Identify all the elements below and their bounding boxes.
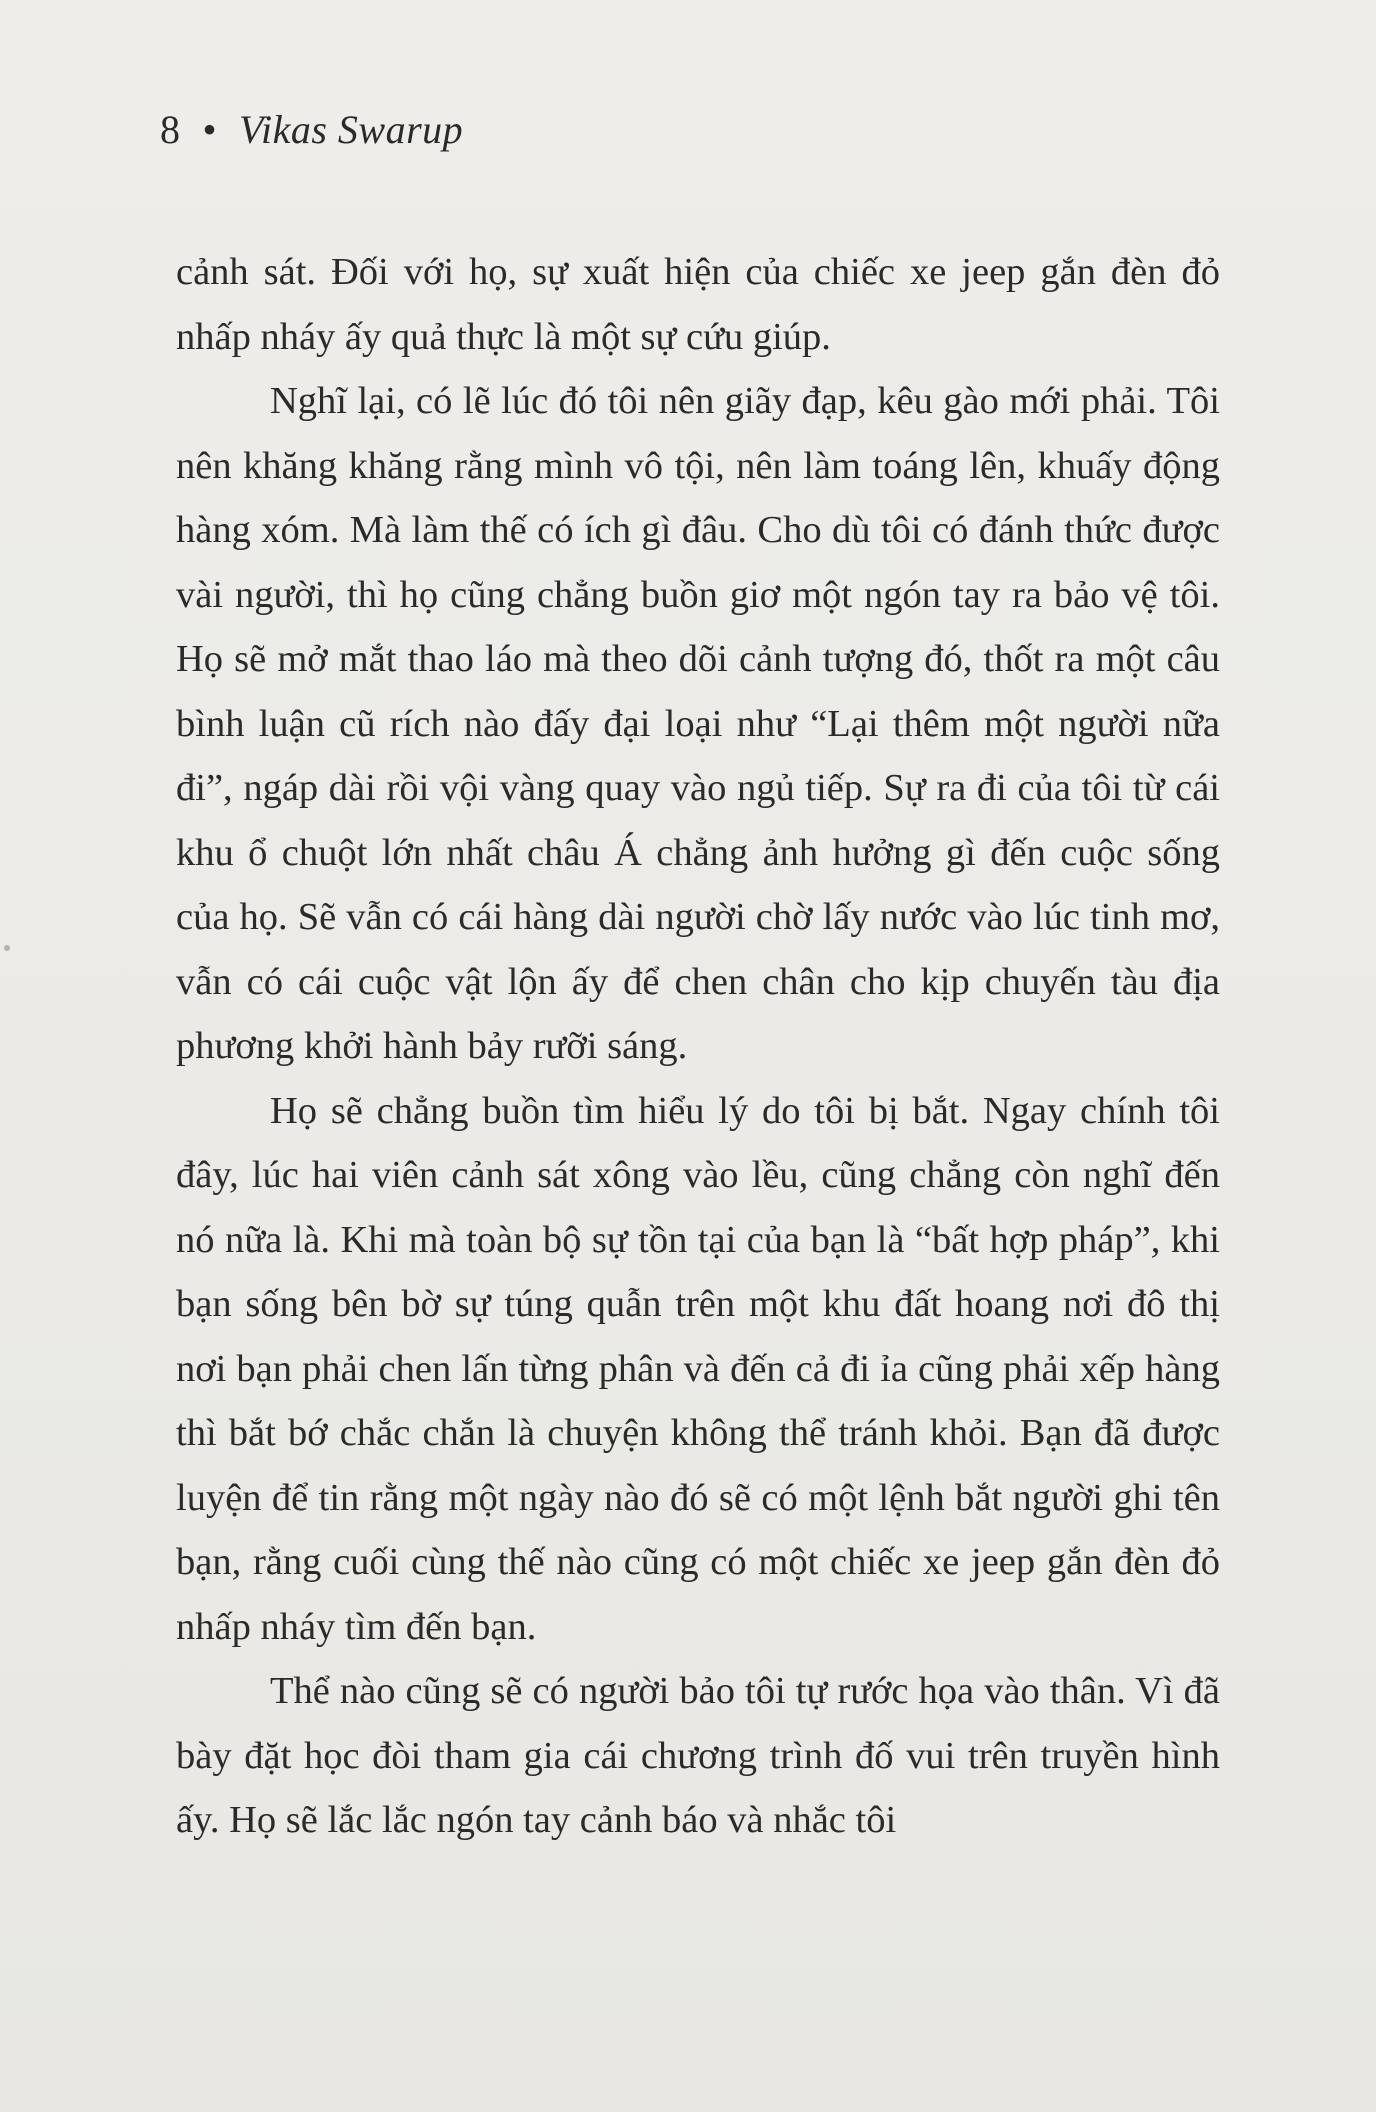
paragraph: Họ sẽ chẳng buồn tìm hiểu lý do tôi bị bắt. Ngay chính tôi đây, lúc hai viên cảnh sát xông vào lều, cũng chẳng còn nghĩ đến nó nữa là. Khi mà toàn bộ sự tồn tại của bạn là “bất hợp pháp”, khi bạn sống bên bờ sự túng quẫn trên một khu đất hoang nơi đô thị nơi bạn phải chen lấn từng phân và đến cả đi ỉa cũng phải xếp hàng thì bắt bớ chắc chắn là chuyện không thể tránh khỏi. Bạn đã được luyện để tin rằng một ngày nào đó sẽ có một lệnh bắt người ghi tên bạn, rằng cuối cùng thế nào cũng có một chiếc xe jeep gắn đèn đỏ nhấp nháy tìm đến bạn.: [176, 1089, 1220, 1648]
page-number: 8: [160, 107, 181, 152]
paragraph: Nghĩ lại, có lẽ lúc đó tôi nên giãy đạp, kêu gào mới phải. Tôi nên khăng khăng rằng mình vô tội, nên làm toáng lên, khuấy động hàng xóm. Mà làm thế có ích gì đâu. Cho dù tôi có đánh thức được vài người, thì họ cũng chẳng buồn giơ một ngón tay ra bảo vệ tôi. Họ sẽ mở mắt thao láo mà theo dõi cảnh tượng đó, thốt ra một câu bình luận cũ rích nào đấy đại loại như “Lại thêm một người nữa đi”, ngáp dài rồi vội vàng quay vào ngủ tiếp. Sự ra đi của tôi từ cái khu ổ chuột lớn nhất châu Á chẳng ảnh hưởng gì đến cuộc sống của họ. Sẽ vẫn có cái hàng dài người chờ lấy nước vào lúc tinh mơ, vẫn có cái cuộc vật lộn ấy để chen chân cho kịp chuyến tàu địa phương khởi hành bảy rưỡi sáng.: [176, 380, 1220, 1067]
paragraph-continued: cảnh sát. Đối với họ, sự xuất hiện của chiếc xe jeep gắn đèn đỏ nhấp nháy ấy quả thực là một sự cứu giúp.: [176, 251, 1220, 358]
running-header: [160, 107, 464, 152]
paragraph: Thể nào cũng sẽ có người bảo tôi tự rước họa vào thân. Vì đã bày đặt học đòi tham gia cái chương trình đố vui trên truyền hình ấy. Họ sẽ lắc lắc ngón tay cảnh báo và nhắc tôi: [176, 1670, 1220, 1841]
paper-speck: [4, 945, 10, 951]
page-body: [176, 240, 1220, 1853]
author-name: Vikas Swarup: [239, 107, 464, 152]
header-separator: •: [202, 107, 218, 152]
